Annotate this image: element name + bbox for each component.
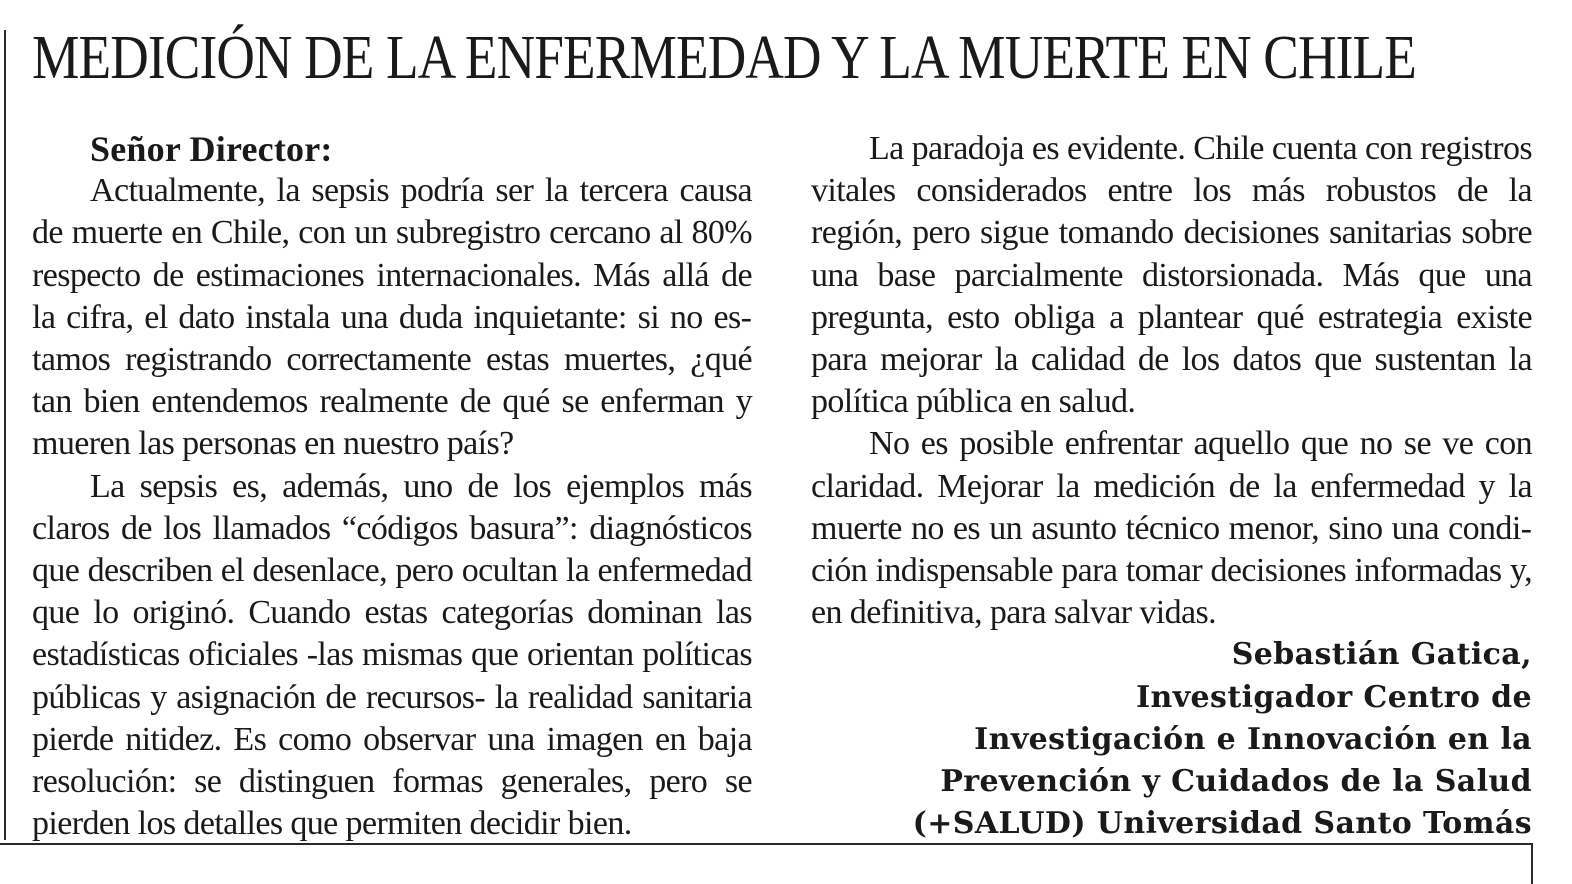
signature-affiliation-1: Investigador Centro de — [1136, 679, 1532, 715]
paragraph-1: Actualmente, la sepsis podría ser la tercera causa de muerte en Chile, con un subregistro cercano al 80% respecto de estimaciones internacionales. Más allá de la cifra, el dato instala una duda inquietante: si no estamos registrando correctamente estas muertes, ¿qué tan bien entendemos realmente de qué se enferman y mueren las personas en nuestro país? — [32, 172, 752, 463]
signature-affiliation-4: (+SALUD) Universidad Santo Tomás — [912, 806, 1532, 842]
column-rule-left — [4, 30, 6, 840]
bottom-rule — [0, 843, 1533, 845]
letter-column-left — [32, 128, 752, 845]
salutation: Señor Director: — [90, 129, 333, 169]
paragraph-4: No es posible enfrentar aquello que no se ve con claridad. Mejorar la medición de la enfermedad y la muerte no es un asunto técnico menor, sino una condición indispensable para tomar decisiones informadas y, en definitiva, para salvar vidas. — [811, 425, 1532, 632]
column-rule-right — [1531, 845, 1533, 884]
letter-column-right — [811, 128, 1532, 845]
paragraph-2: La sepsis es, además, uno de los ejemplos más claros de los llamados “códigos basura”: diagnósticos que describen el desenlace, pero ocultan la enfermedad que lo originó. Cuando estas categorías dominan las estadísticas oficiales -las mismas que orientan políticas públicas y asignación de recursos- la realidad sanitaria pierde nitidez. Es como observar una imagen en baja resolución: se distinguen formas generales, pero se pierden los detalles que permiten decidir bien. — [32, 467, 752, 843]
signature-affiliation-2: Investigación e Innovación en la — [974, 721, 1532, 757]
headline: MEDICIÓN DE LA ENFERMEDAD Y LA MUERTE EN CHILE — [32, 24, 1416, 92]
signature-affiliation-3: Prevención y Cuidados de la Salud — [940, 764, 1532, 800]
signature-block — [811, 634, 1532, 845]
signature-name: Sebastián Gatica, — [1231, 637, 1532, 673]
paragraph-3: La paradoja es evidente. Chile cuenta con registros vitales considerados entre los más robustos de la región, pero sigue tomando decisiones sanitarias sobre una base parcialmente distorsionada. Más que una pregunta, esto obliga a plantear qué estrategia existe para mejorar la calidad de los datos que sustentan la política pública en salud. — [811, 130, 1532, 421]
